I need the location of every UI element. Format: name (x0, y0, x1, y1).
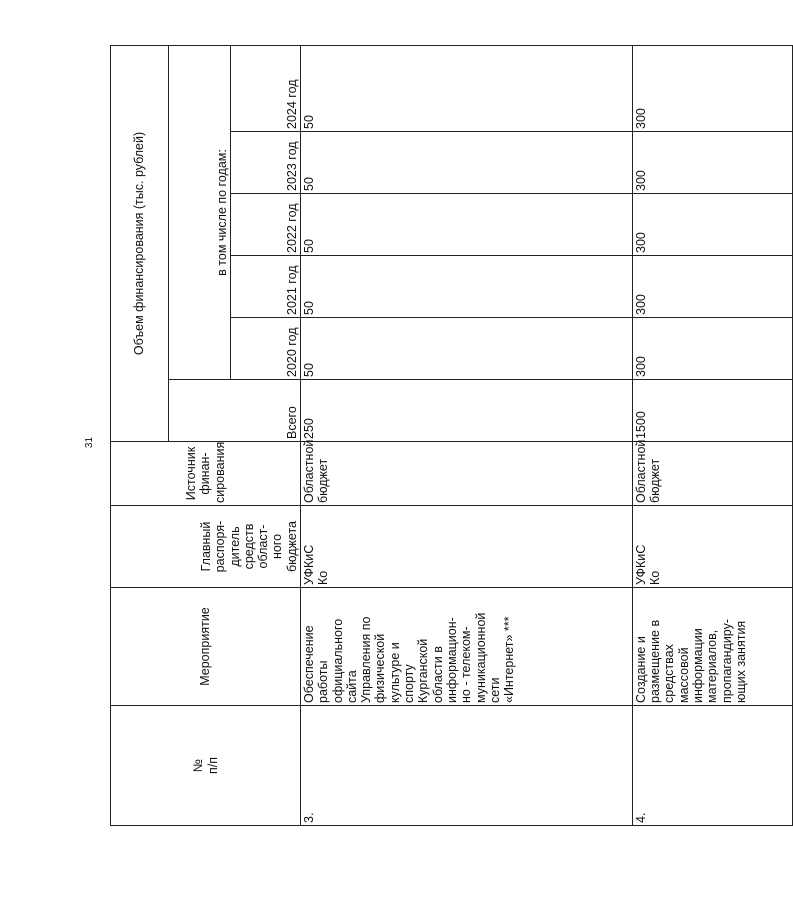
header-by-years: в том числе по годам: (169, 45, 231, 379)
row-year-2021: 50 (301, 256, 633, 318)
row-year-2024: 300 (632, 45, 792, 131)
financing-table-rotated (110, 46, 748, 826)
header-funding: Объем финансирования (тыс. рублей) (111, 45, 169, 441)
header-total: Всего (169, 380, 301, 442)
header-year-2021: 2021 год (231, 256, 301, 318)
header-source: Источник финан- сирования (111, 442, 301, 506)
header-year-2024: 2024 год (231, 45, 301, 131)
row-year-2024: 50 (301, 45, 633, 131)
row-year-2020: 300 (632, 318, 792, 380)
row-year-2022: 50 (301, 194, 633, 256)
row-num: 3. (301, 706, 633, 826)
row-total: 250 (301, 380, 633, 442)
row-total: 1500 (632, 380, 792, 442)
row-source: Областной бюджет (632, 442, 792, 506)
row-event: Создание и размещение в средствах массовой информации материалов, пропагандиру- ющих занятия (632, 588, 792, 706)
header-manager: Главный распоря- дитель средств област- ного бюджета (111, 506, 301, 588)
header-year-2020: 2020 год (231, 318, 301, 380)
row-num: 4. (632, 706, 792, 826)
row-source: Областной бюджет (301, 442, 633, 506)
header-year-2023: 2023 год (231, 132, 301, 194)
table-row (301, 45, 633, 825)
financing-table (110, 45, 793, 826)
row-year-2023: 300 (632, 132, 792, 194)
row-event: Обеспечение работы официального сайта Управления по физической культуре и спорту Курганской области в информацион- но - телеком- муникационной сети «Интернет» *** (301, 588, 633, 706)
row-year-2020: 50 (301, 318, 633, 380)
page-number: 31 (84, 436, 96, 449)
row-manager: УФКиС Ко (632, 506, 792, 588)
header-year-2022: 2022 год (231, 194, 301, 256)
header-event: Мероприятие (111, 588, 301, 706)
row-manager: УФКиС Ко (301, 506, 633, 588)
table-row (632, 45, 792, 825)
row-year-2023: 50 (301, 132, 633, 194)
row-year-2021: 300 (632, 256, 792, 318)
header-num: № п/п (111, 706, 301, 826)
row-year-2022: 300 (632, 194, 792, 256)
